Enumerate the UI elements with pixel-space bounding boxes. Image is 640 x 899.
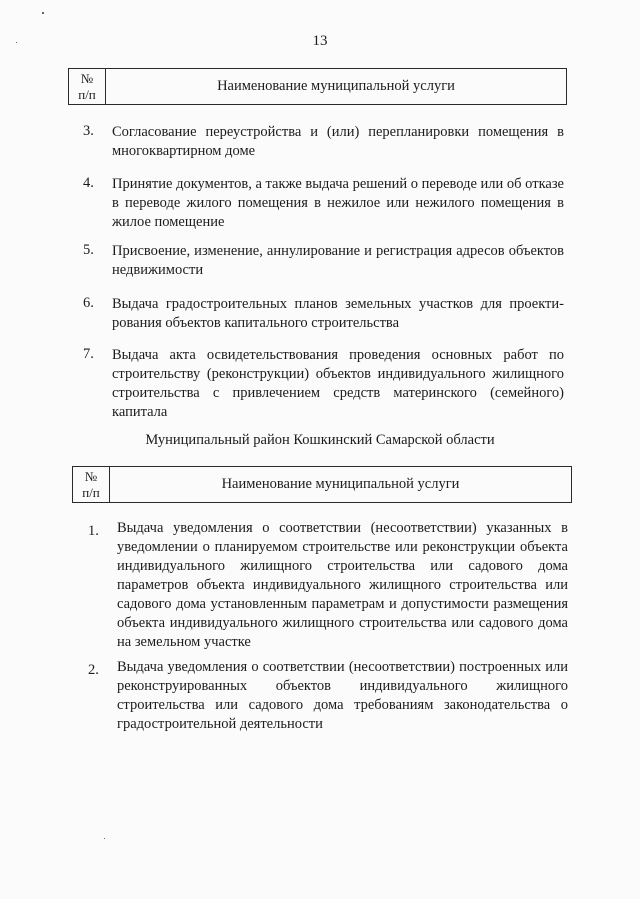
- section-title: Муниципальный район Кошкинский Самарской области: [145, 432, 495, 448]
- item-number: 6.: [83, 295, 94, 311]
- header-number-abbr: п/п: [82, 484, 100, 500]
- header-name-cell: Наименование муниципальной услуги: [221, 476, 460, 492]
- scan-artifact-dot: [42, 12, 44, 14]
- item-text: Присвоение, изменение, аннулирование и регистрация адресов объектов недвижимости: [112, 243, 564, 278]
- page-number: 13: [312, 33, 328, 49]
- item-number: 7.: [83, 346, 94, 362]
- item-text: Выдача уведомления о соответствии (несоответствии) построенных или реконструированных объектов индивидуального жилищного строительства или садового дома требованиям законодательства о градостроительной деятельности: [117, 659, 568, 732]
- item-text: Выдача акта освидетельствования проведения основных работ по строительству (реконструкции) объектов индивидуального жилищного строительства с привлечением средств материнского (семейного) капитала: [112, 347, 564, 420]
- header-number-cell: [69, 69, 106, 104]
- header-number-cell: [73, 467, 110, 502]
- item-number: 5.: [83, 242, 94, 258]
- header-name-cell: Наименование муниципальной услуги: [217, 78, 455, 94]
- header-number-symbol: №: [84, 468, 98, 484]
- item-number: 3.: [83, 123, 94, 139]
- table-header-second: [72, 466, 572, 503]
- item-number: 2.: [88, 662, 99, 678]
- item-text: Выдача градостроительных планов земельных участков для проектирования объектов капитального строительства: [112, 296, 564, 331]
- table-header-first: [68, 68, 567, 105]
- item-text: Выдача уведомления о соответствии (несоответствии) указанных в уведомлении о планируемом строительстве или реконструкции объекта индивидуального жилищного строительства или садового дома параметров объекта индивидуального жилищного строительства или садового дома установленным параметрам и допустимости размещения объекта индивидуального жилищного строительства или садового дома на земельном участке: [117, 520, 568, 650]
- item-number: 4.: [83, 175, 94, 191]
- header-number-symbol: №: [80, 70, 94, 86]
- scan-artifact-dot: [104, 838, 105, 839]
- item-number: 1.: [88, 523, 99, 539]
- item-text: Согласование переустройства и (или) перепланировки помещения в многоквартирном доме: [112, 124, 564, 159]
- header-number-abbr: п/п: [78, 86, 96, 102]
- item-text: Принятие документов, а также выдача решений о переводе или об отказе в переводе жилого помещения в нежилое или нежилого помещения в жилое помещение: [112, 176, 564, 230]
